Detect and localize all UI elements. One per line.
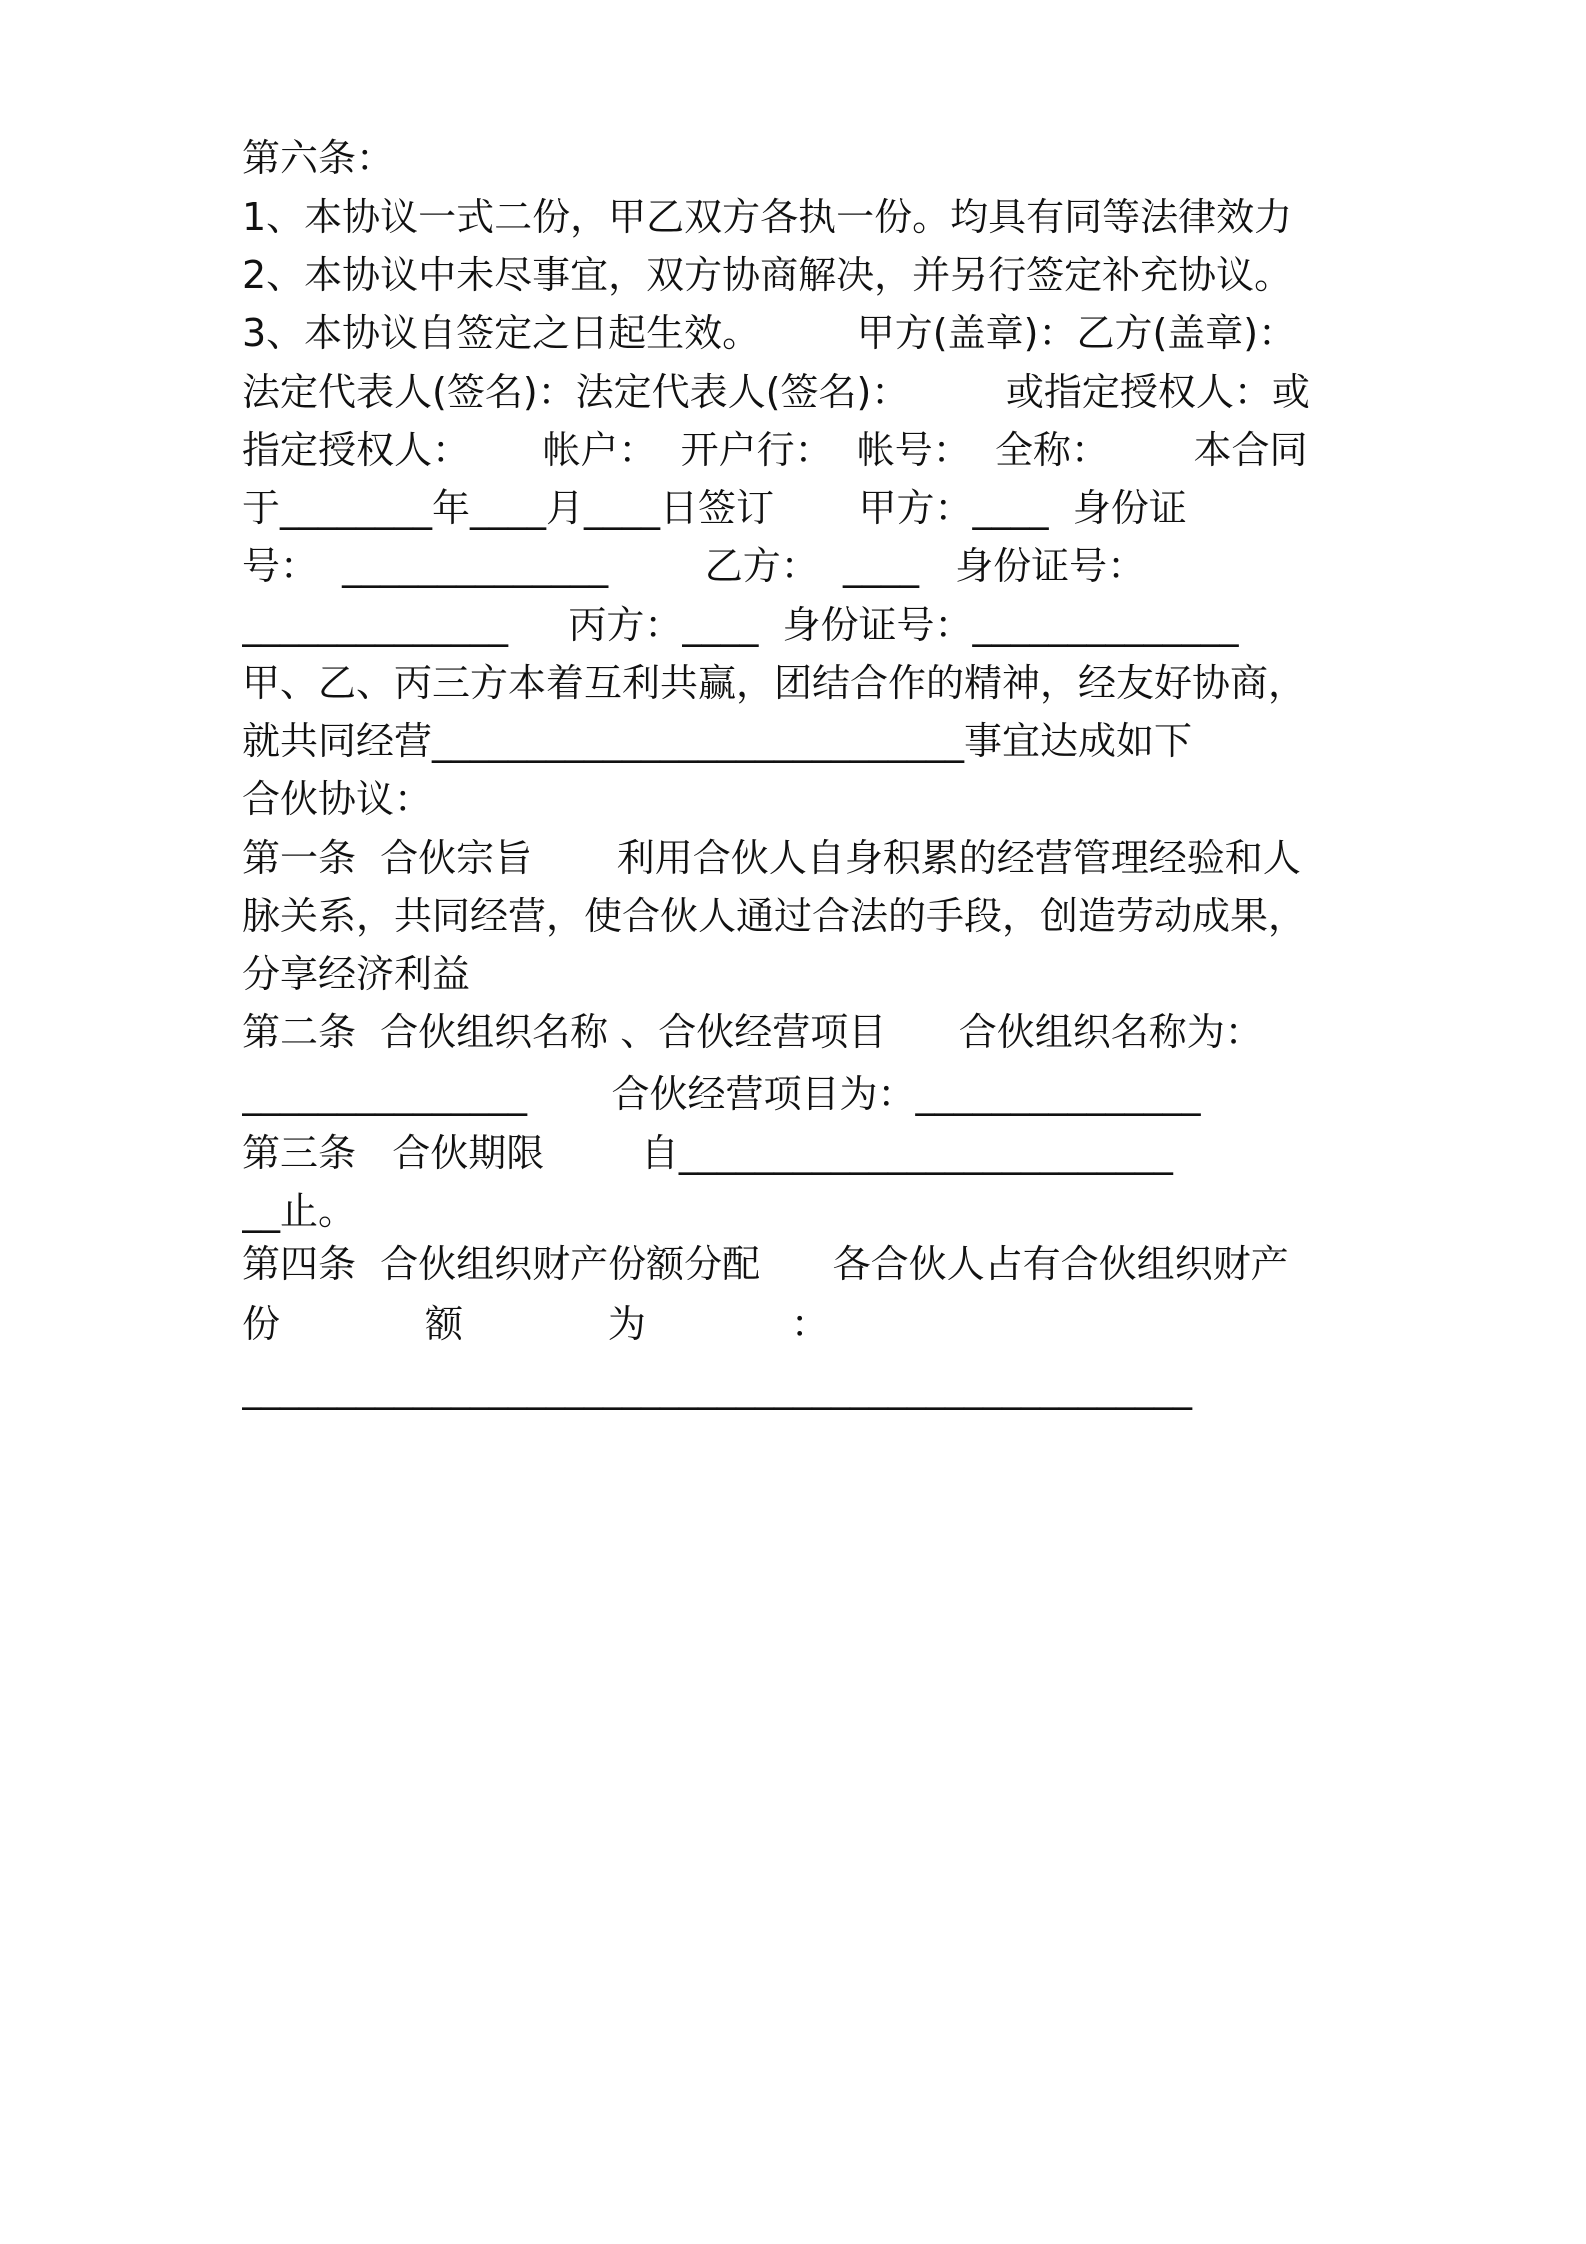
line-article-three: 第三条 合伙期限 自__________________________	[242, 1131, 1173, 1175]
line-article-one-end: 分享经济利益	[242, 952, 471, 996]
line-article-two: 第二条 合伙组织名称 、合伙经营项目 合伙组织名称为：	[242, 1010, 1263, 1054]
line-party-b: 号： ______________ 乙方： ____ 身份证号：	[242, 544, 1146, 588]
line-business-matter: 就共同经营____________________________事宜达成如下	[242, 719, 1193, 763]
line-clause-3-signatures: 3、本协议自签定之日起生效。 甲方(盖章)：乙方(盖章)：	[242, 311, 1297, 355]
line-preamble: 甲、乙、丙三方本着互利共赢，团结合作的精神，经友好协商，	[242, 661, 1307, 705]
line-article-two-blanks: _______________ 合伙经营项目为：_______________	[242, 1072, 1201, 1116]
line-party-c: ______________ 丙方：____ 身份证号：______________	[242, 603, 1239, 647]
line-clause-1: 1、本协议一式二份，甲乙双方各执一份。均具有同等法律效力	[242, 195, 1293, 239]
line-legal-representative: 法定代表人(签名)：法定代表人(签名)： 或指定授权人：或	[242, 370, 1310, 414]
line-share-amount: 份 额 为 ：	[242, 1302, 829, 1346]
line-signing-date-party-a: 于________年____月____日签订 甲方：____ 身份证	[242, 486, 1187, 530]
line-article-one: 第一条 合伙宗旨 利用合伙人自身积累的经营管理经验和人	[242, 836, 1301, 880]
line-article-six-heading: 第六条：	[242, 136, 395, 180]
line-account-details: 指定授权人： 帐户： 开户行： 帐号： 全称： 本合同	[242, 428, 1308, 472]
line-article-one-cont: 脉关系，共同经营，使合伙人通过合法的手段，创造劳动成果，	[242, 894, 1307, 938]
line-share-blank: __________________________________________________	[242, 1366, 1192, 1410]
line-article-three-end: __止。	[242, 1189, 357, 1233]
line-article-four: 第四条 合伙组织财产份额分配 各合伙人占有合伙组织财产	[242, 1242, 1289, 1286]
line-agreement-title: 合伙协议：	[242, 777, 433, 821]
line-clause-2: 2、本协议中未尽事宜，双方协商解决，并另行签定补充协议。	[242, 253, 1293, 297]
